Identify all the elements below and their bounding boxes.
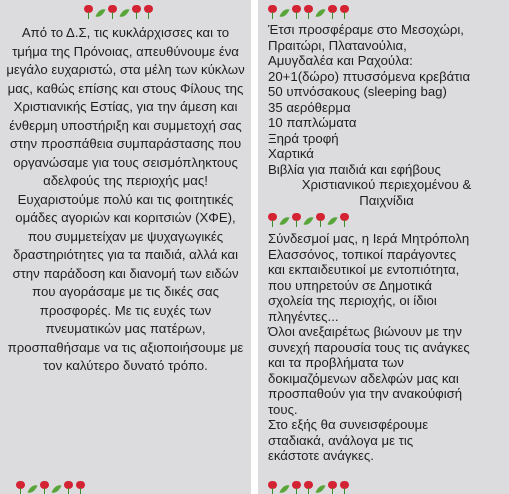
leaf-icon xyxy=(96,6,105,19)
message-line: 20+1(δώρο) πτυσσόμενα κρεβάτια xyxy=(268,68,471,84)
message-line: Παιχνίδια xyxy=(359,192,414,208)
message-line: συνεχή παρουσία τους τις ανάγκες xyxy=(268,339,470,355)
message-line: εκάστοτε ανάγκες. xyxy=(268,448,374,463)
donations-list xyxy=(258,22,509,177)
rose-icon xyxy=(316,212,325,228)
message-line: 50 υπνόσακους (sleeping bag) xyxy=(268,84,447,99)
rose-icon xyxy=(144,4,153,20)
rose-icon xyxy=(108,4,117,20)
message-line: Έτσι προσφέραμε στο Μεσοχώρι, xyxy=(268,22,464,37)
leaf-icon xyxy=(120,6,129,19)
leaf-icon xyxy=(328,214,337,227)
right-message-bubble xyxy=(258,0,509,494)
message-line: 35 αερόθερμα xyxy=(268,99,351,115)
message-line: Όλοι ανεξαιρέτως βιώνουν με την xyxy=(268,324,462,339)
leaf-icon xyxy=(316,6,325,19)
message-line: σχολεία της περιοχής, οι ίδιοι xyxy=(268,293,437,308)
rose-icon xyxy=(292,212,301,228)
rose-icon xyxy=(292,4,301,20)
message-line: σταδιακά, ανάλογα με τις xyxy=(268,432,414,448)
emoji-row-top xyxy=(258,2,509,22)
message-line: Αμυγδαλέα και Ραχούλα: xyxy=(268,53,413,68)
leaf-icon xyxy=(304,214,313,227)
emoji-row-bottom xyxy=(0,478,88,494)
rose-icon xyxy=(340,480,349,494)
rose-icon xyxy=(16,480,25,494)
emoji-row-middle xyxy=(258,210,509,230)
rose-icon xyxy=(64,480,73,494)
message-line: και τα προβλήματα των xyxy=(268,355,404,370)
message-line: Σύνδεσμοί μας, η Ιερά Μητρόπολη xyxy=(268,231,470,246)
rose-icon xyxy=(340,212,349,228)
rose-icon xyxy=(268,212,277,228)
message-line: Χαρτικά xyxy=(268,146,314,161)
rose-icon xyxy=(304,4,313,20)
left-message-bubble xyxy=(0,0,251,494)
leaf-icon xyxy=(280,6,289,19)
rose-icon xyxy=(268,480,277,494)
rose-icon xyxy=(76,480,85,494)
emoji-row-bottom xyxy=(258,478,352,494)
message-line: Πραιτώρι, Πλατανούλια, xyxy=(268,37,407,53)
message-line: 10 παπλώματα xyxy=(268,115,357,130)
leaf-icon xyxy=(280,214,289,227)
leaf-icon xyxy=(52,482,61,494)
leaf-icon xyxy=(316,482,325,494)
rose-icon xyxy=(328,480,337,494)
message-line: Βιβλία για παιδιά και εφήβους xyxy=(268,161,441,177)
message-line: προσπαθούν για την ανακούφισή xyxy=(268,386,463,401)
rose-icon xyxy=(132,4,141,20)
message-line: πληγέντες... xyxy=(268,308,339,324)
rose-icon xyxy=(268,4,277,20)
rose-icon xyxy=(84,4,93,20)
thanks-paragraph xyxy=(258,231,509,464)
emoji-row-top xyxy=(0,2,251,22)
message-line: Στο εξής θα συνεισφέρουμε xyxy=(268,417,429,432)
message-line: δοκιμαζόμενων αδελφών μας και xyxy=(268,370,459,386)
message-line: που υπηρετούν σε Δημοτικά xyxy=(268,277,433,293)
donations-list-centered xyxy=(258,177,509,208)
message-line: Χριστιανικού περιεχομένου & xyxy=(301,177,472,192)
message-line: τους. xyxy=(268,401,298,417)
rose-icon xyxy=(328,4,337,20)
leaf-icon xyxy=(28,482,37,494)
leaf-icon xyxy=(280,482,289,494)
rose-icon xyxy=(292,480,301,494)
message-line: και εκπαιδευτικοί με εντοπιότητα, xyxy=(268,262,460,277)
rose-icon xyxy=(304,480,313,494)
message-line: Ελασσόνος, τοπικοί παράγοντες xyxy=(268,246,457,262)
rose-icon xyxy=(340,4,349,20)
rose-icon xyxy=(40,480,49,494)
left-message-text: Από το Δ.Σ, τις κυκλάρχισσες και το τμήμα της Πρόνοιας, απευθύνουμε ένα μεγάλο ευχαριστώ, στα μέλη των κύκλων μας, καθώς επίσης και στους Φίλους της Χριστιανικής Εστίας, για την άμεση και ένθερμη υποστήριξη και συμμετοχή σας στην προσπάθεια συμπαράστασης που οργανώσαμε για τους σεισμόπληκτους αδελφούς της περιοχής μας! Ευχαριστούμε πολύ και τις φοιτητικές ομάδες αγοριών και κοριτσιών (ΧΦΕ), που συμμετείχαν με ψυχαγωγικές δραστηριότητες για τα παιδιά, αλλά και στην παράδοση και διανομή των ειδών που αγοράσαμε με τις δικές σας προσφορές. Με τις ευχές των πνευματικών μας πατέρων, προσπαθήσαμε να τις αξιοποιήσουμε με τον καλύτερο δυνατό τρόπο. xyxy=(6,25,245,373)
message-line: Ξηρά τροφή xyxy=(268,130,339,146)
